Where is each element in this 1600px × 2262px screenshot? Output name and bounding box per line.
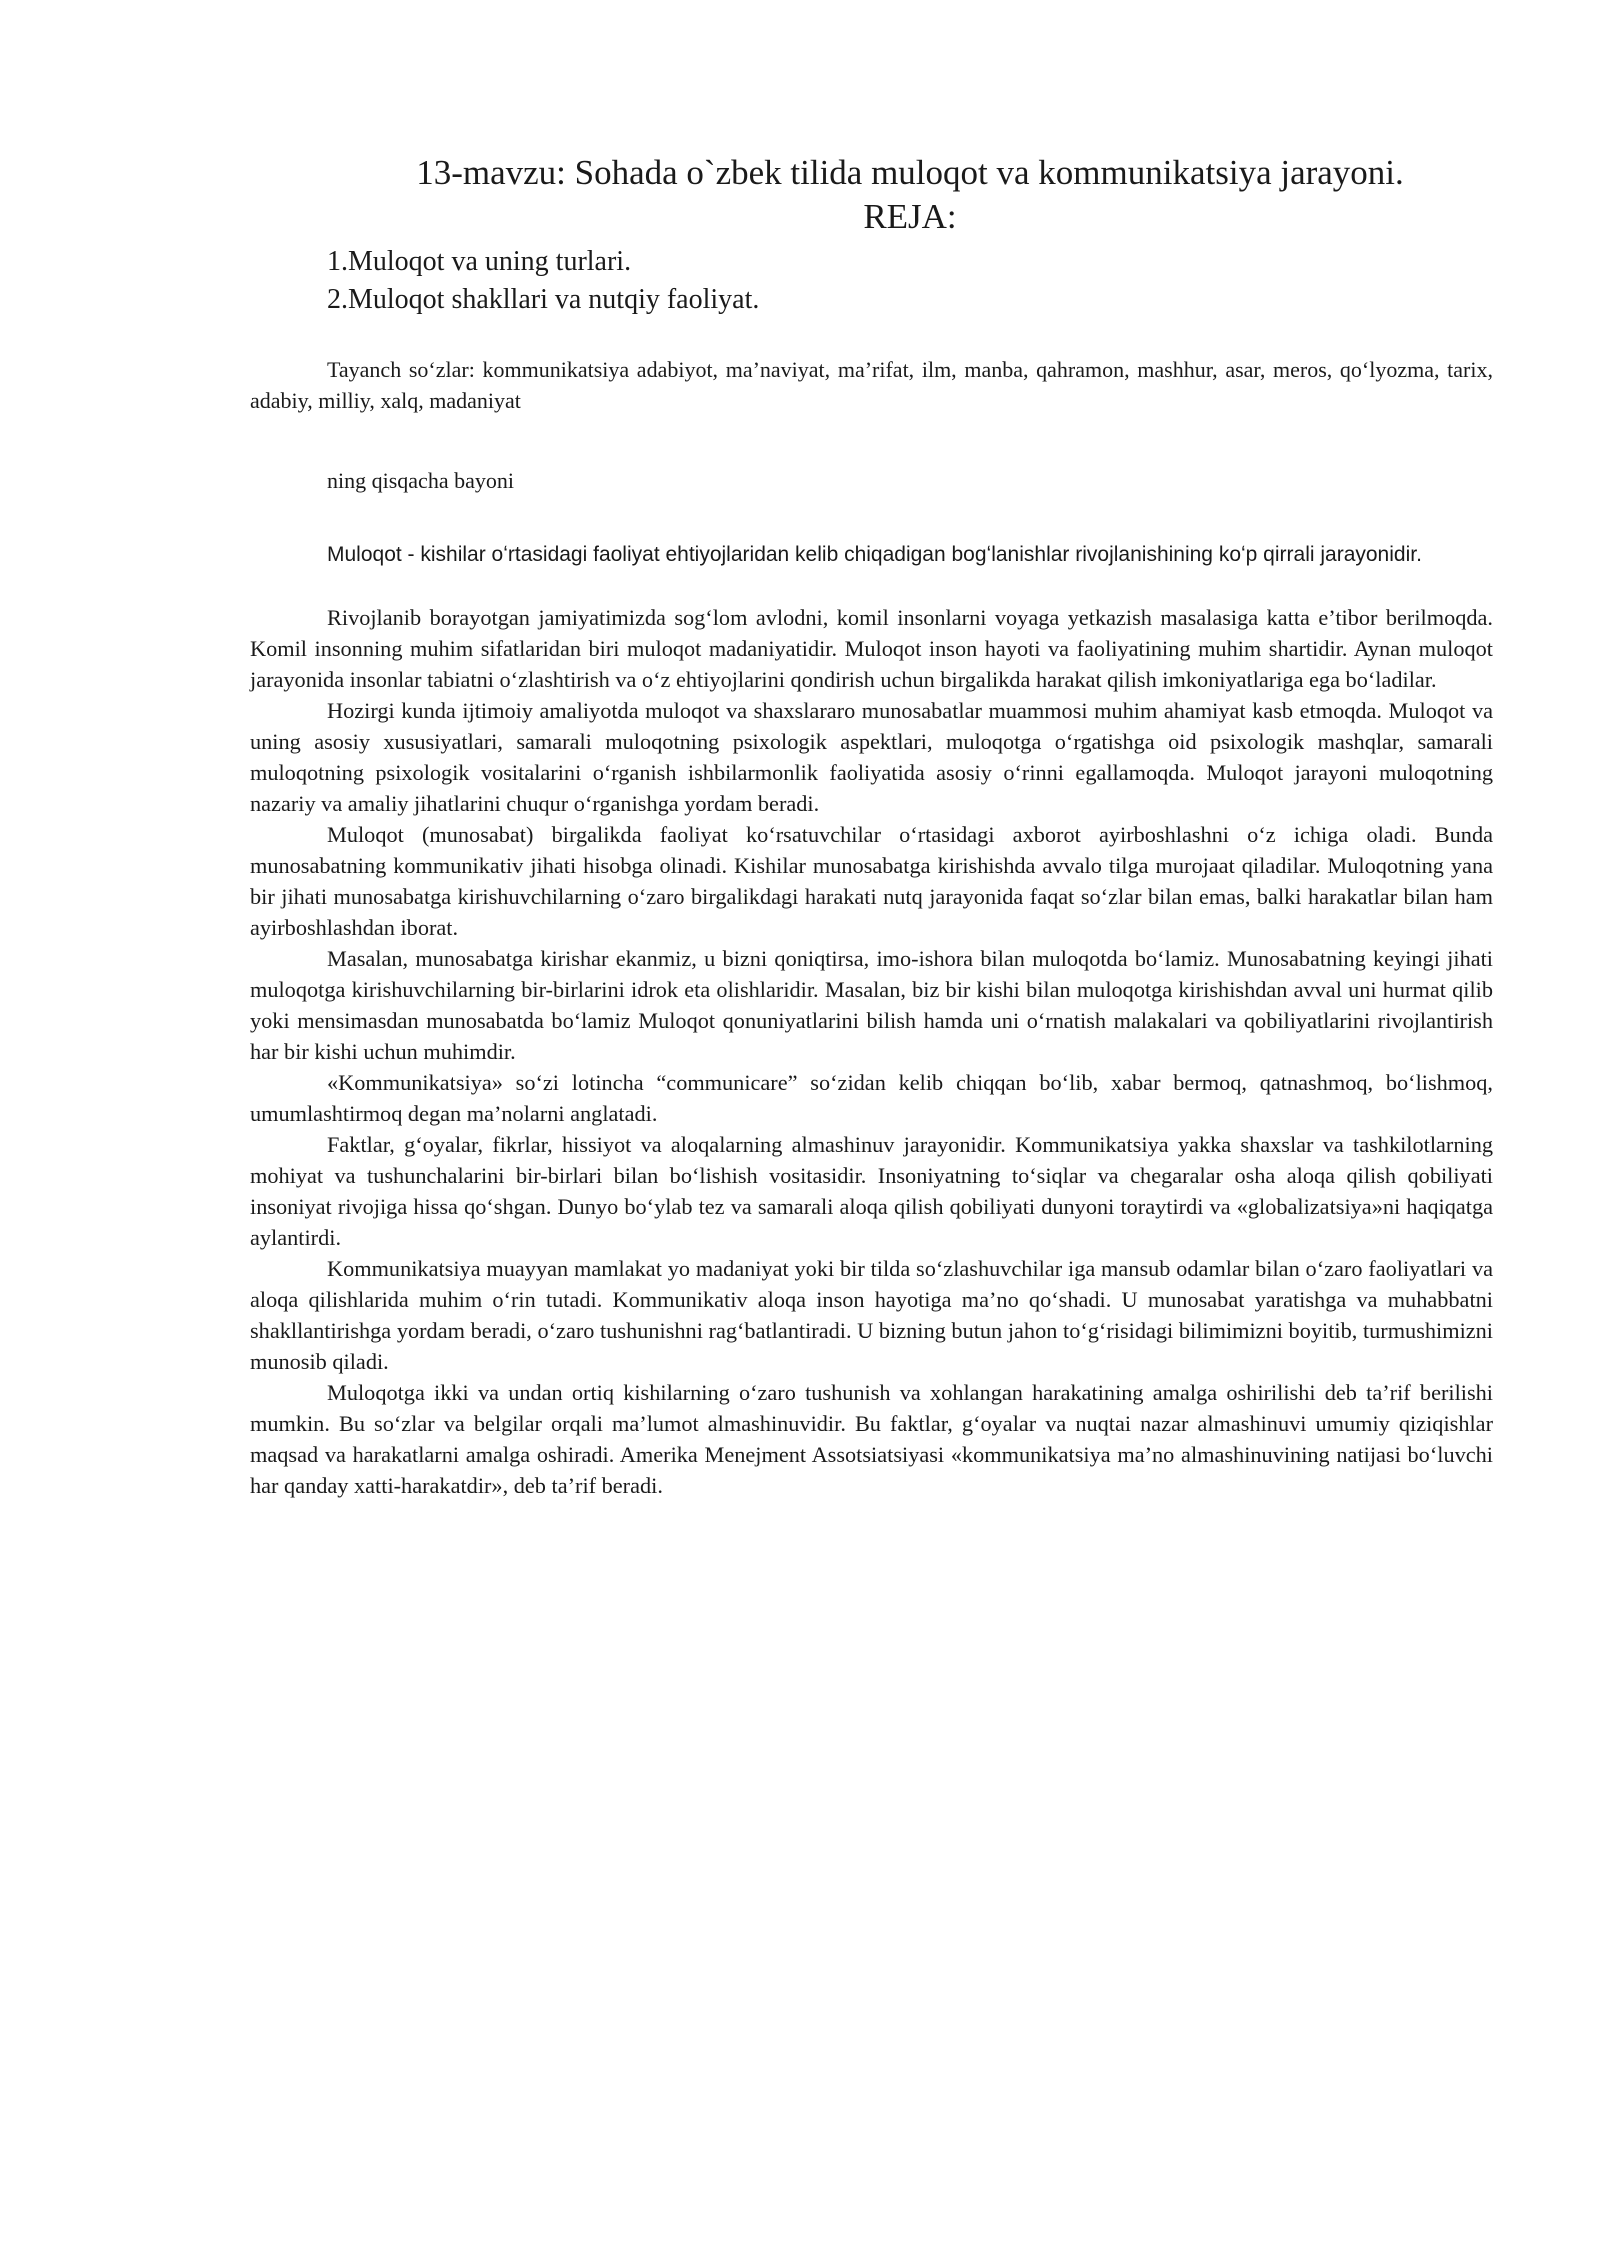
body-paragraph: «Kommunikatsiya» so‘zi lotincha “communicare” so‘zidan kelib chiqqan bo‘lib, xabar bermoq, qatnashmoq, bo‘lishmoq, umumlashtirmoq degan ma’nolarni anglatadi.: [250, 1070, 1493, 1126]
keywords-paragraph: Tayanch so‘zlar: kommunikatsiya adabiyot, ma’naviyat, ma’rifat, ilm, manba, qahramon, mashhur, asar, meros, qo‘lyozma, tarix, adabiy, milliy, xalq, madaniyat: [250, 357, 1493, 413]
summary-label: ning qisqacha bayoni: [327, 468, 514, 493]
plan-list: [327, 243, 759, 319]
plan-item: 1.Muloqot va uning turlari.: [327, 246, 632, 277]
definition-paragraph: Muloqot - kishilar oʻrtasidagi faoliyat ehtiyojlaridan kelib chiqadigan bogʻlanishlar rivojlanishining koʻp qirrali jarayonidir.: [327, 543, 1422, 566]
plan-heading: REJA:: [863, 197, 957, 236]
body-paragraph: Kommunikatsiya muayyan mamlakat yo madaniyat yoki bir tilda so‘zlashuvchilar iga mansub odamlar bilan o‘zaro faoliyatlari va aloqa qilishlarida muhim o‘rin tutadi. Kommunikativ aloqa inson hayotiga ma’no qo‘shadi. U munosabat yaratishga va muhabbatni shakllantirishga yordam beradi, o‘zaro tushunishni rag‘batlantiradi. U bizning butun jahon to‘g‘risidagi bilimimizni boyitib, turmushimizni munosib qiladi.: [250, 1256, 1493, 1374]
body-paragraph: Muloqotga ikki va undan ortiq kishilarning o‘zaro tushunish va xohlangan harakatining amalga oshirilishi deb ta’rif berilishi mumkin. Bu so‘zlar va belgilar orqali ma’lumot almashinuvidir. Bu faktlar, g‘oyalar va nuqtai nazar almashinuvi umumiy qiziqishlar maqsad va harakatlarni amalga oshiradi. Amerika Menejment Assotsiatsiyasi «kommunikatsiya ma’no almashinuvining natijasi bo‘luvchi har qanday xatti-harakatdir», deb ta’rif beradi.: [250, 1380, 1493, 1498]
plan-item: 2.Muloqot shakllari va nutqiy faoliyat.: [327, 284, 760, 315]
body-paragraph: Masalan, munosabatga kirishar ekanmiz, u bizni qoniqtirsa, imo-ishora bilan muloqotda bo‘lamiz. Munosabatning keyingi jihati muloqotga kirishuvchilarning bir-birlarini idrok eta olishlaridir. Masalan, biz bir kishi bilan muloqotga kirishishdan avval uni hurmat qilib yoki mensimasdan munosabatda bo‘lamiz Muloqot qonuniyatlarini bilish hamda uni o‘rnatish malakalari va qobiliyatlarini rivojlantirish har bir kishi uchun muhimdir.: [250, 946, 1493, 1064]
body-paragraph: Faktlar, g‘oyalar, fikrlar, hissiyot va aloqalarning almashinuv jarayonidir. Kommunikatsiya yakka shaxslar va tashkilotlarning mohiyat va tushunchalarini bir-birlari bilan bo‘lishish vositasidir. Insoniyatning to‘siqlar va chegaralar osha aloqa qilish qobiliyati insoniyat rivojiga hissa qo‘shgan. Dunyo bo‘ylab tez va samarali aloqa qilish qobiliyati dunyoni toraytirdi va «globalizatsiya»ni haqiqatga aylantirdi.: [250, 1132, 1493, 1250]
document-title: 13-mavzu: Sohada o`zbek tilida muloqot va kommunikatsiya jarayoni.: [416, 153, 1404, 192]
body-text: [250, 602, 1493, 1501]
body-paragraph: Muloqot (munosabat) birgalikda faoliyat ko‘rsatuvchilar o‘rtasidagi axborot ayirboshlashni o‘z ichiga oladi. Bunda munosabatning kommunikativ jihati hisobga olinadi. Kishilar munosabatga kirishishda avvalo tilga murojaat qiladilar. Muloqotning yana bir jihati munosabatga kirishuvchilarning o‘zaro birgalikdagi harakati nutq jarayonida faqat so‘zlar bilan emas, balki harakatlar bilan ham ayirboshlashdan iborat.: [250, 822, 1493, 940]
body-paragraph: Hozirgi kunda ijtimoiy amaliyotda muloqot va shaxslararo munosabatlar muammosi muhim ahamiyat kasb etmoqda. Muloqot va uning asosiy xususiyatlari, samarali muloqotning psixologik aspektlari, muloqotga o‘rgatishga oid psixologik mashqlar, samarali muloqotning psixologik vositalarini o‘rganish ishbilarmonlik faoliyatida asosiy o‘rinni egallamoqda. Muloqot jarayoni muloqotning nazariy va amaliy jihatlarini chuqur o‘rganishga yordam beradi.: [250, 698, 1493, 816]
body-paragraph: Rivojlanib borayotgan jamiyatimizda sog‘lom avlodni, komil insonlarni voyaga yetkazish masalasiga katta e’tibor berilmoqda. Komil insonning muhim sifatlaridan biri muloqot madaniyatidir. Muloqot inson hayoti va faoliyatining muhim shartidir. Aynan muloqot jarayonida insonlar tabiatni o‘zlashtirish va o‘z ehtiyojlarini qondirish uchun birgalikda harakat qilish imkoniyatlariga ega bo‘ladilar.: [250, 605, 1493, 692]
